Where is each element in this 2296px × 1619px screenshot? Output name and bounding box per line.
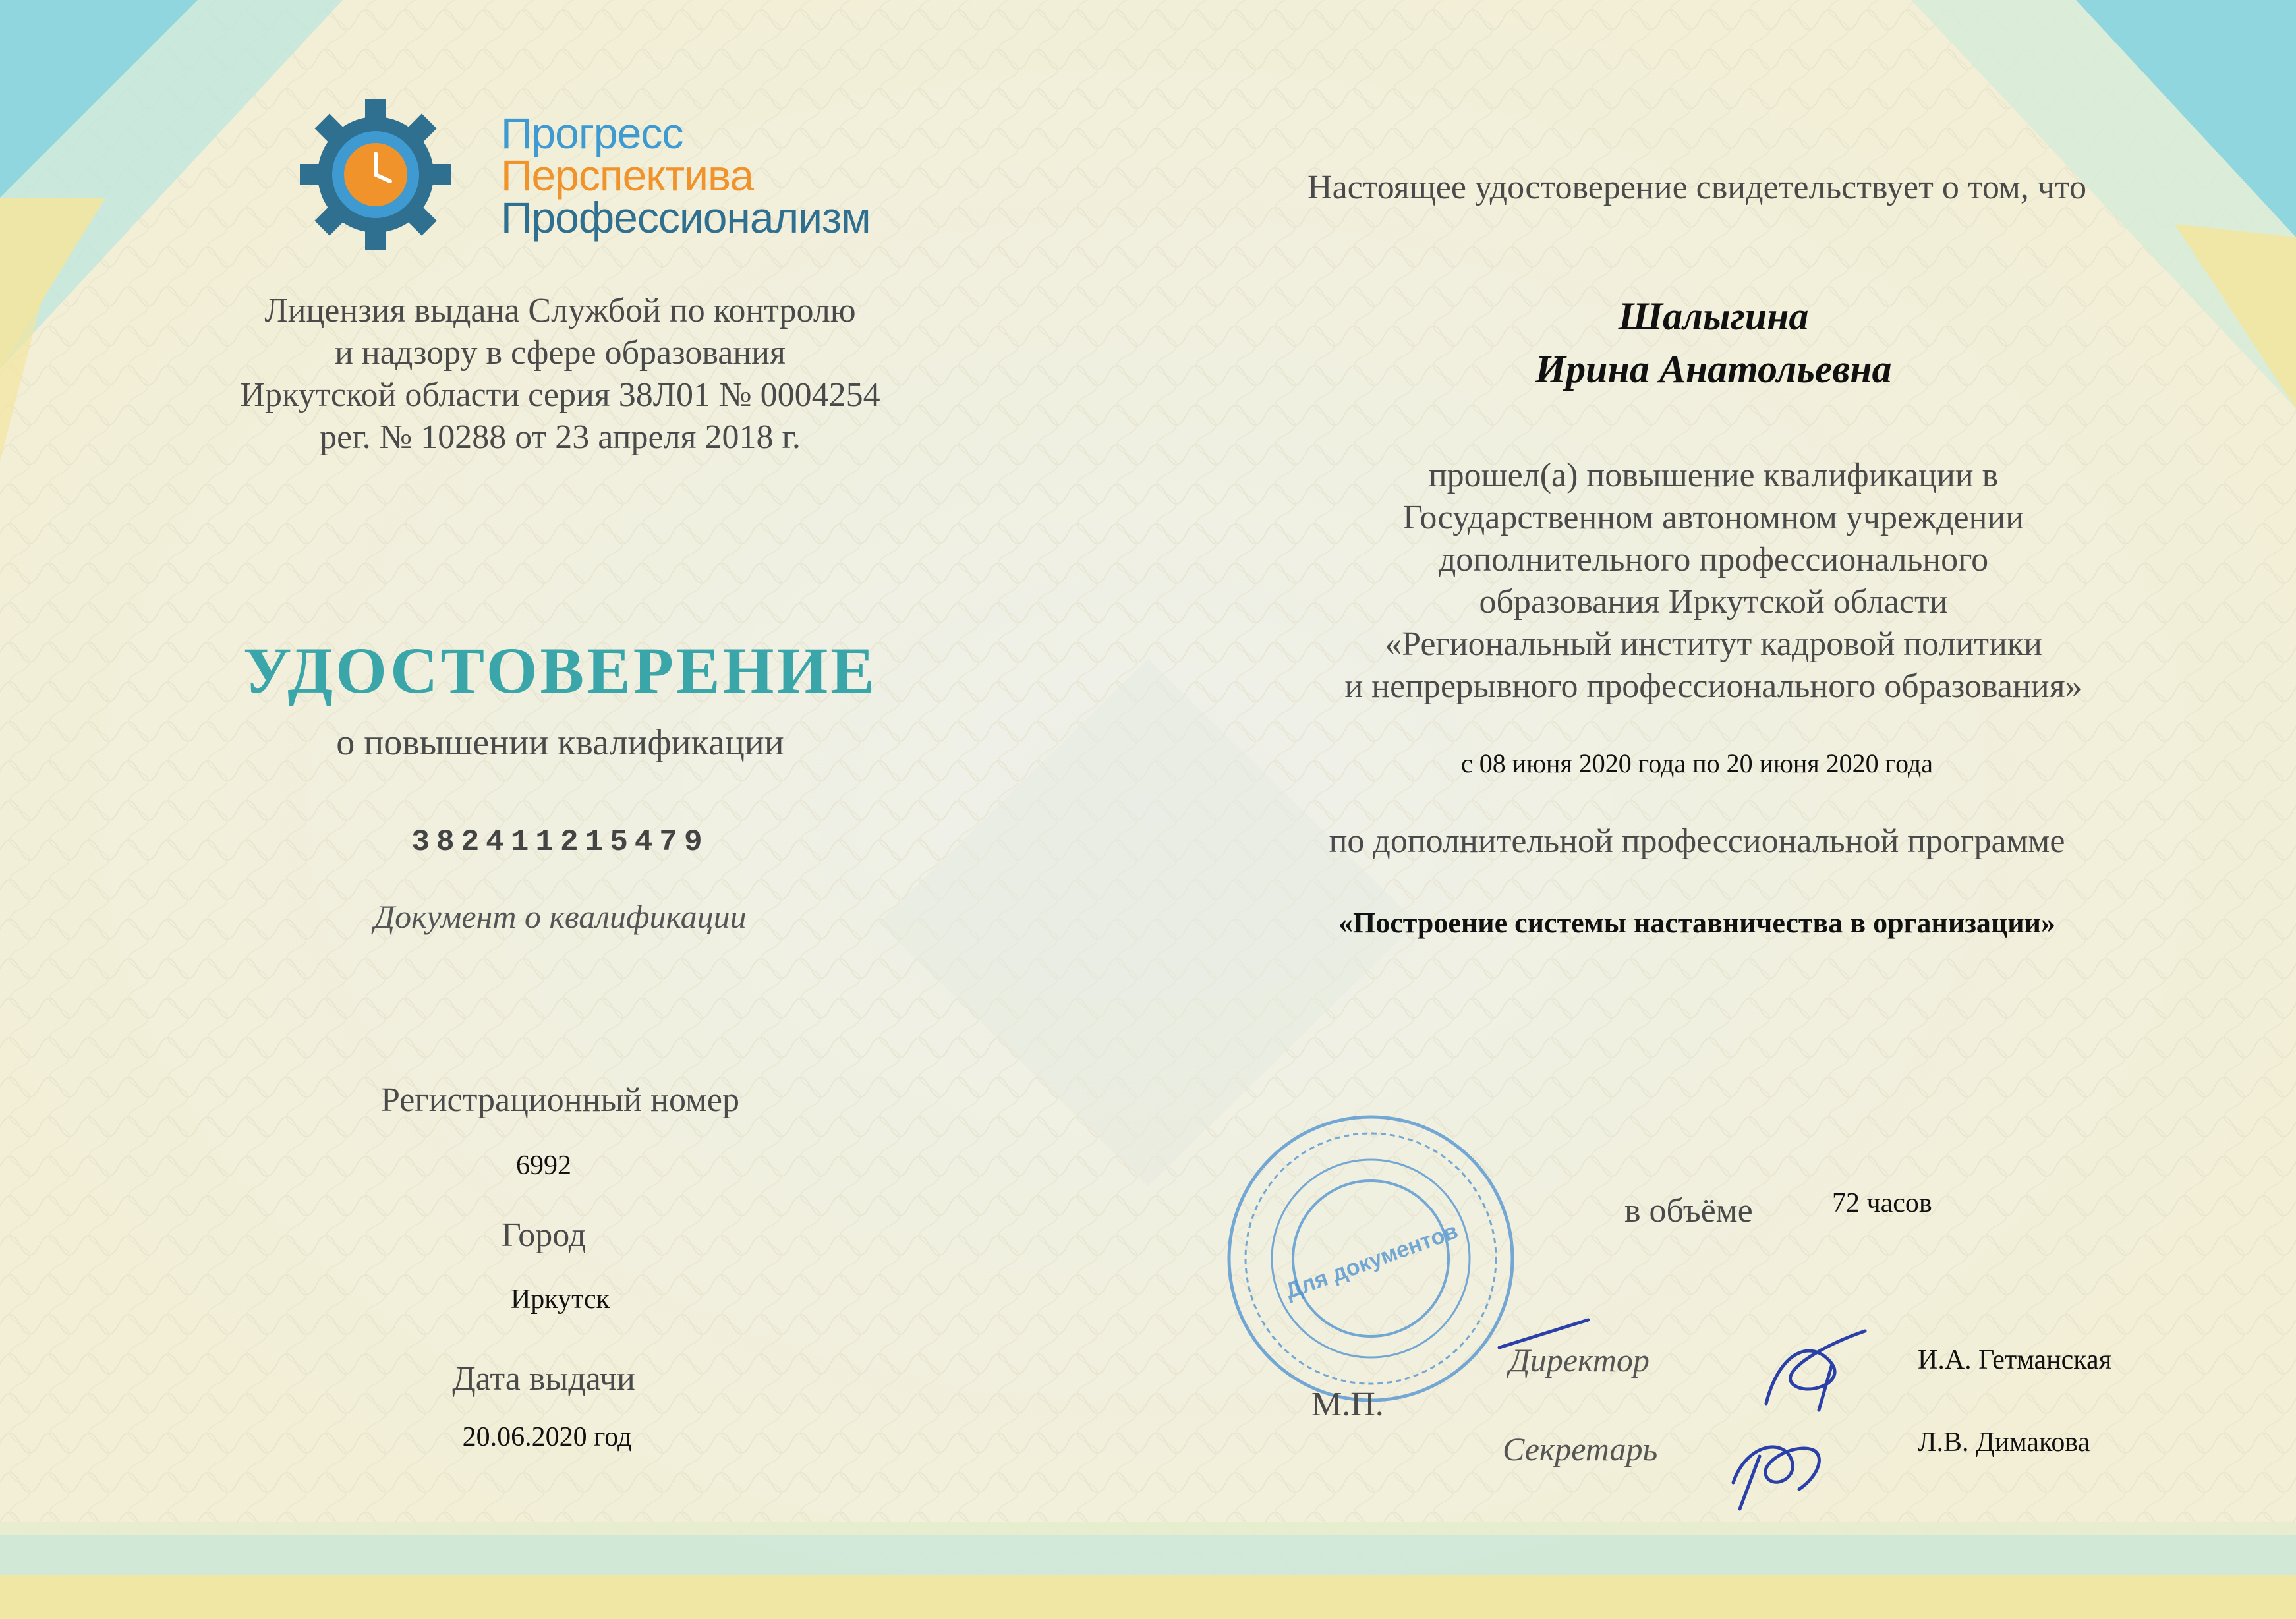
document-type: Документ о квалификации [374,898,747,935]
reg-number-label: Регистрационный номер [381,1081,739,1119]
pen-mark [1496,1315,1595,1354]
license-line-1: Лицензия выдана Службой по контролю [264,292,856,329]
logo-line-professionalism: Профессионализм [501,193,871,242]
director-signature [1753,1324,1885,1417]
secretary-label: Секретарь [1503,1431,1658,1467]
institution-line-5: «Региональный институт кадровой политики [1385,625,2042,663]
institution-line-2: Государственном автономном учреждении [1402,499,2024,536]
volume-value: 72 часов [1832,1188,1932,1218]
certificate-subtitle: о повышении квалификации [336,722,784,763]
institution-line-1: прошел(а) повышение квалификации в [1428,457,1999,494]
certificate-number: 382411215479 [411,825,709,859]
issue-date-value: 20.06.2020 год [462,1422,632,1452]
logo-line-perspective: Перспектива [501,151,754,200]
secretary-signature [1713,1417,1845,1516]
seal-text: Для документов [1282,1218,1462,1304]
secretary-name: Л.В. Димакова [1918,1427,2090,1458]
institution-line-4: образования Иркутской области [1479,583,1948,621]
license-line-2: и надзору в сфере образования [335,334,786,372]
gear-clock-icon [297,99,455,250]
recipient-name [1186,290,2241,395]
issue-date-label: Дата выдачи [452,1360,635,1398]
official-seal [1219,1107,1522,1410]
program-intro: по дополнительной профессиональной программе [1329,822,2065,860]
stamp-place-label: М.П. [1311,1386,1384,1423]
volume-label: в объёме [1624,1192,1753,1230]
institution-line-6: и непрерывного профессионального образования» [1344,667,2082,705]
recipient-first-middle-name: Ирина Анатольевна [1535,347,1892,391]
certificate-title: УДОСТОВЕРЕНИЕ [243,634,877,707]
city-value: Иркутск [510,1284,610,1315]
institution-text [1186,455,2241,708]
city-label: Город [501,1216,587,1254]
training-dates: с 08 июня 2020 года по 20 июня 2020 года [1460,749,1934,778]
intro-text: Настоящее удостоверение свидетельствует о том, что [1307,169,2086,206]
recipient-surname: Шалыгина [1618,295,1809,338]
institution-line-3: дополнительного профессионального [1438,541,1989,579]
director-label: Директор [1509,1342,1650,1378]
director-name: И.А. Гетманская [1918,1345,2112,1375]
license-line-4: рег. № 10288 от 23 апреля 2018 г. [320,418,801,456]
program-title: «Построение системы наставничества в организации» [1338,907,2055,939]
logo [297,99,871,250]
reg-number-value: 6992 [516,1150,571,1181]
logo-line-progress: Прогресс [501,109,683,157]
license-block [132,290,989,459]
license-line-3: Иркутской области серия 38Л01 № 0004254 [240,376,880,414]
